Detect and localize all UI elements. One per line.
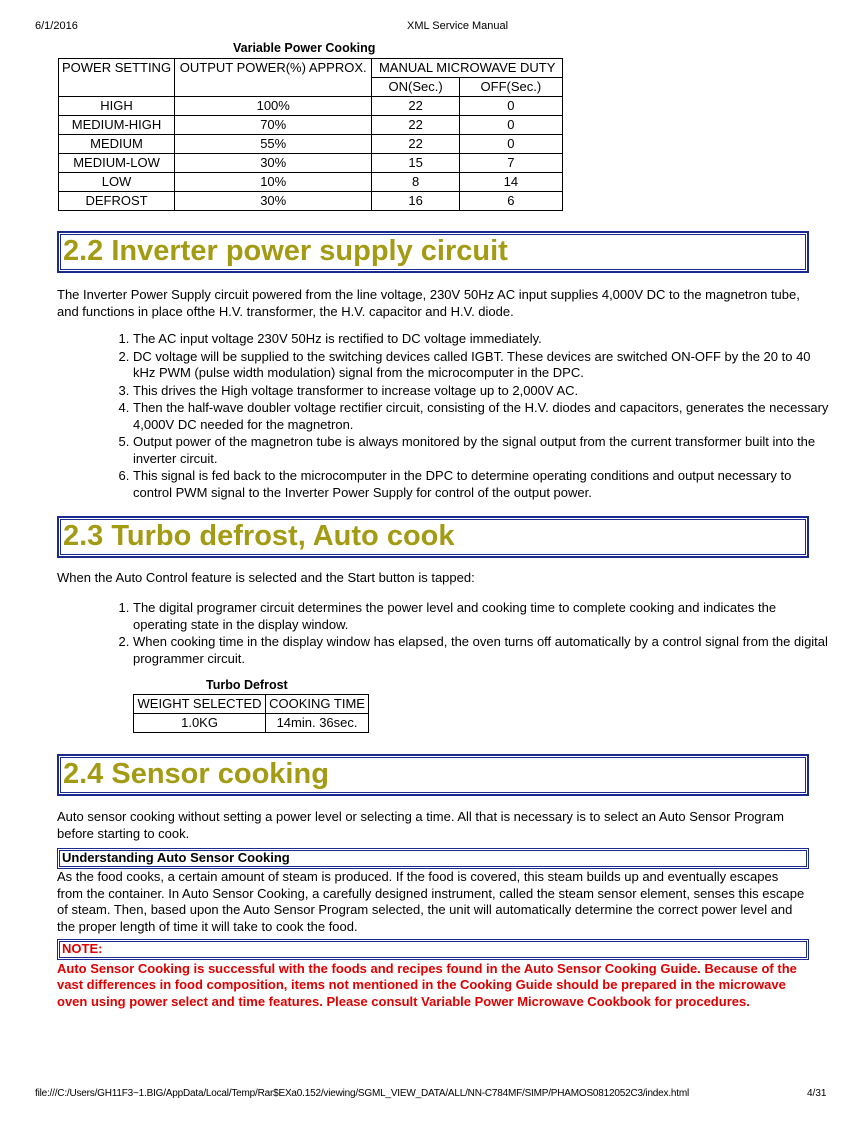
- list-item: 2. DC voltage will be supplied to the switching devices called IGBT. These devices are switched ON-OFF by the 20 to 40 kHz PWM (pulse width modulation) signal from the microcomputer in the DPC.: [133, 349, 833, 382]
- section-24-intro: Auto sensor cooking without setting a power level or selecting a time. All that is necessary is to select an Auto Sensor Program before starting to cook.: [57, 809, 784, 841]
- table-row: [59, 173, 563, 192]
- on-sec-cell: 15: [372, 154, 459, 173]
- table-row: [59, 192, 563, 211]
- power-table-caption: Variable Power Cooking: [233, 41, 376, 55]
- list-item: 6. This signal is fed back to the microcomputer in the DPC to determine operating conditions and output necessary to control PWM signal to the Inverter Power Supply for control of the output power.: [133, 468, 833, 501]
- section-23-intro: When the Auto Control feature is selected and the Start button is tapped:: [57, 570, 475, 585]
- header-title: XML Service Manual: [407, 20, 509, 32]
- section-23-steps: [107, 600, 833, 668]
- header-off-sec: OFF(Sec.): [459, 78, 562, 97]
- header-weight-selected: WEIGHT SELECTED: [134, 695, 266, 714]
- output-power-cell: 10%: [175, 173, 372, 192]
- table-row: [59, 135, 563, 154]
- output-power-cell: 30%: [175, 192, 372, 211]
- understanding-heading-box: [57, 848, 809, 869]
- header-output-power: OUTPUT POWER(%) APPROX.: [175, 59, 372, 97]
- list-item: 1. The AC input voltage 230V 50Hz is rectified to DC voltage immediately.: [133, 331, 833, 348]
- off-sec-cell: 6: [459, 192, 562, 211]
- list-item: 2. When cooking time in the display window has elapsed, the oven turns off automatically by a control signal from the digital programmer circuit.: [133, 634, 833, 667]
- table-row: [59, 154, 563, 173]
- output-power-cell: 30%: [175, 154, 372, 173]
- power-setting-cell: MEDIUM-HIGH: [59, 116, 175, 135]
- list-item: 3. This drives the High voltage transformer to increase voltage up to 2,000V AC.: [133, 383, 833, 400]
- section-23-title: 2.3 Turbo defrost, Auto cook: [63, 520, 455, 552]
- list-item: 1. The digital programer circuit determines the power level and cooking time to complete cooking and indicates the operating state in the display window.: [133, 600, 833, 633]
- output-power-cell: 100%: [175, 97, 372, 116]
- understanding-body: As the food cooks, a certain amount of steam is produced. If the food is covered, this steam builds up and eventually escapes from the container. In Auto Sensor Cooking, a carefully designed instrument, called the steam sensor element, senses this escape of steam. Then, based upon the Auto Sensor Program selected, the unit will automatically determine the correct power level and the proper length of time it will take to cook the food.: [57, 869, 805, 934]
- off-sec-cell: 14: [459, 173, 562, 192]
- output-power-cell: 55%: [175, 135, 372, 154]
- power-setting-cell: DEFROST: [59, 192, 175, 211]
- weight-cell: 1.0KG: [134, 714, 266, 733]
- table-row: [59, 97, 563, 116]
- header-power-setting: POWER SETTING: [59, 59, 175, 97]
- footer-file-path: file:///C:/Users/GH11F3~1.BIG/AppData/Local/Temp/Rar$EXa0.152/viewing/SGML_VIEW_DATA/ALL/NN-C784MF/SIMP/PHAMOS0812052C3/index.html: [35, 1088, 690, 1099]
- off-sec-cell: 0: [459, 97, 562, 116]
- power-setting-cell: HIGH: [59, 97, 175, 116]
- section-22-heading-box: [57, 231, 809, 273]
- list-item: 4. Then the half-wave doubler voltage rectifier circuit, consisting of the H.V. diodes and capacitors, generates the necessary 4,000V DC needed for the magnetron.: [133, 400, 833, 433]
- header-date: 6/1/2016: [35, 20, 78, 32]
- header-on-sec: ON(Sec.): [372, 78, 459, 97]
- understanding-title: Understanding Auto Sensor Cooking: [62, 850, 290, 865]
- turbo-table: [133, 694, 369, 733]
- power-table-header: [59, 59, 563, 78]
- note-title: NOTE:: [62, 941, 103, 956]
- list-item: 5. Output power of the magnetron tube is always monitored by the signal output from the current transformer built into the inverter circuit.: [133, 434, 833, 467]
- note-heading-box: [57, 939, 809, 960]
- on-sec-cell: 16: [372, 192, 459, 211]
- section-23-heading-box: [57, 516, 809, 558]
- on-sec-cell: 22: [372, 135, 459, 154]
- section-22-intro: The Inverter Power Supply circuit powered from the line voltage, 230V 50Hz AC input supplies 4,000V DC to the magnetron tube, and functions in place ofthe H.V. transformer, the H.V. capacitor and H.V. diode.: [57, 287, 800, 319]
- note-body: Auto Sensor Cooking is successful with the foods and recipes found in the Auto Sensor Cooking Guide. Because of the vast differences in food composition, items not mentioned in the Cooking Guide should be prepared in the microwave oven using power select and time features. Please consult Variable Power Microwave Cookbook for procedures.: [57, 961, 797, 1009]
- off-sec-cell: 7: [459, 154, 562, 173]
- off-sec-cell: 0: [459, 135, 562, 154]
- section-22-steps: [107, 331, 833, 502]
- on-sec-cell: 22: [372, 116, 459, 135]
- turbo-table-caption: Turbo Defrost: [206, 678, 288, 692]
- power-setting-cell: MEDIUM-LOW: [59, 154, 175, 173]
- table-row: [59, 116, 563, 135]
- power-setting-cell: MEDIUM: [59, 135, 175, 154]
- power-setting-cell: LOW: [59, 173, 175, 192]
- footer-page-number: 4/31: [807, 1088, 827, 1099]
- table-row: [134, 714, 369, 733]
- on-sec-cell: 22: [372, 97, 459, 116]
- section-24-title: 2.4 Sensor cooking: [63, 758, 329, 790]
- power-table: [58, 58, 563, 211]
- cooking-time-cell: 14min. 36sec.: [266, 714, 369, 733]
- header-manual-duty: MANUAL MICROWAVE DUTY: [372, 59, 563, 78]
- output-power-cell: 70%: [175, 116, 372, 135]
- on-sec-cell: 8: [372, 173, 459, 192]
- header-cooking-time: COOKING TIME: [266, 695, 369, 714]
- turbo-table-header: [134, 695, 369, 714]
- section-22-title: 2.2 Inverter power supply circuit: [63, 235, 508, 267]
- off-sec-cell: 0: [459, 116, 562, 135]
- section-24-heading-box: [57, 754, 809, 796]
